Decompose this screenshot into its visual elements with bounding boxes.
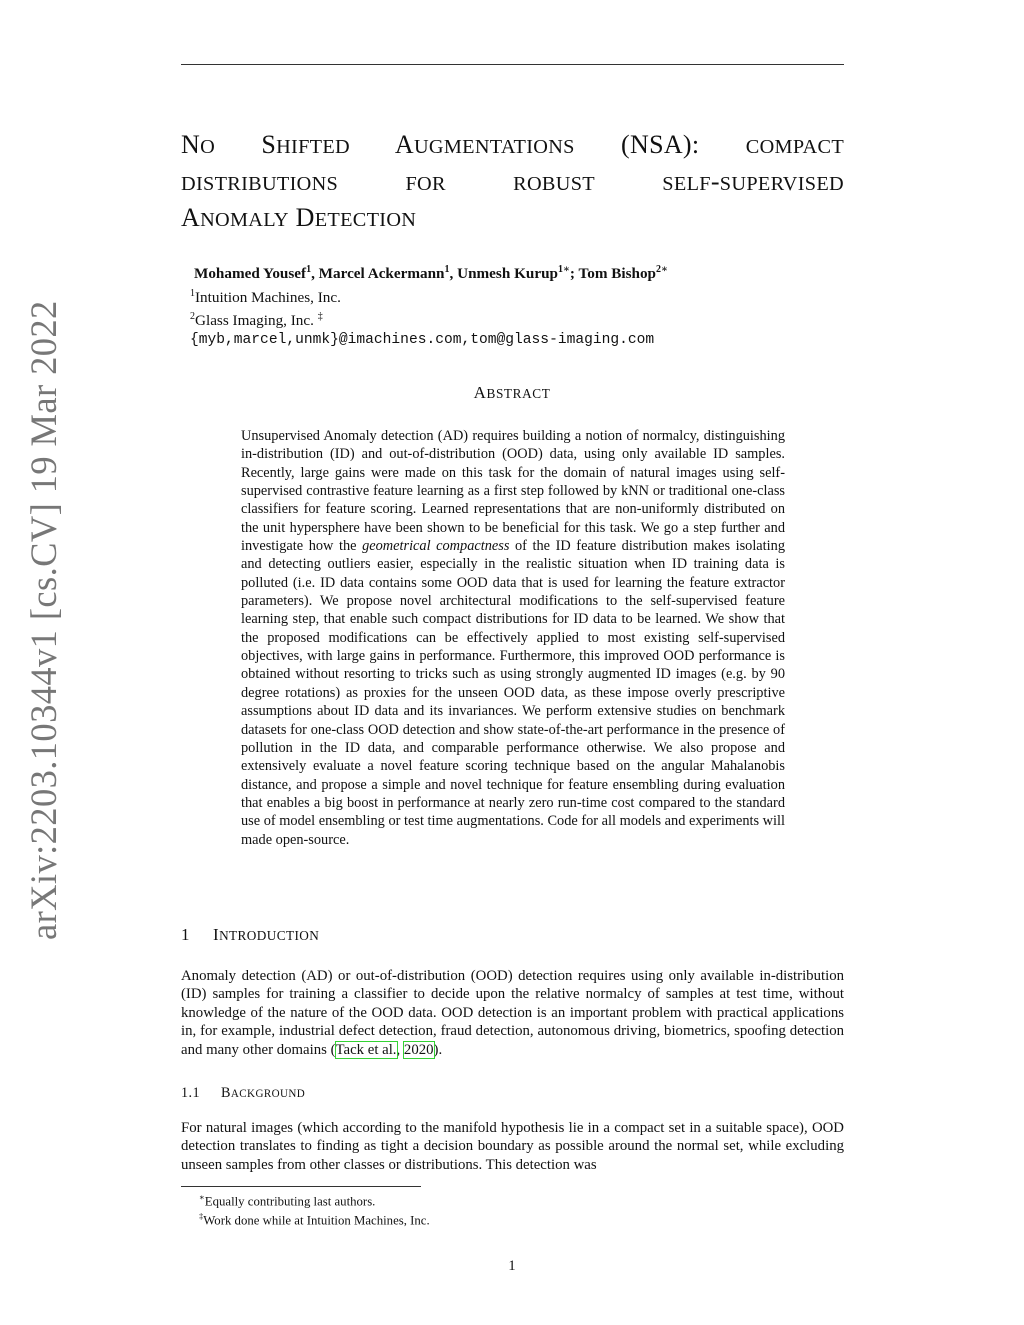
abstract-text: Unsupervised Anomaly detection (AD) requires building a notion of normalcy, distinguishing in-distribution (ID) and out-of-distribution (OOD) data, using only available ID samples. Recently, large gains were made on this task for the domain of natural images using self-supervised contrastive feature learning as a first step followed by kNN or traditional one-class classifiers for feature scoring. Learned representations that are non-uniformly distributed on the unit hypersphere have been shown to be beneficial for this task. We go a step further and investigate how the geometrical compactness of the ID feature distribution makes isolating and detecting outliers easier, especially in the realistic situation when ID training data is polluted (i.e. ID data contains some OOD data that is used for learning the feature extractor parameters). We propose novel architectural modifications to the self-supervised feature learning step, that enable such compact distributions for ID data to be learned. We show that the proposed modifications can be effectively applied to most existing self-supervised objectives, with large gains in performance. Furthermore, this improved OOD performance is obtained without resorting to tricks such as using strongly augmented ID images (e.g. by 90 degree rotations) as proxies for the unseen OOD data, as these impose overly prescriptive assumptions about ID data and its invariances. We perform extensive studies on benchmark datasets for one-class OOD detection and show state-of-the-art performance in the presence of pollution in the ID data, and comparable performance otherwise. We also propose and extensively evaluate a novel feature scoring technique based on the angular Mahalanobis distance, and propose a simple and novel technique for feature ensembling during evaluation that enables a big boost in performance at nearly zero run-time cost compared to the standard use of model ensembling or test time augmentations. Code for all models and experiments will made open-source.	[241, 428, 785, 848]
top-rule	[181, 64, 844, 65]
paper-title	[181, 128, 844, 238]
author-name: Marcel Ackermann	[318, 265, 445, 283]
author-emails: {myb,marcel,unmk}@imachines.com,tom@glass-imaging.com	[190, 331, 655, 348]
section-heading-introduction: 1 INTRODUCTION	[181, 925, 320, 944]
introduction-paragraph: Anomaly detection (AD) or out-of-distribution (OOD) detection requires using only available in-distribution (ID) samples for training a classifier to decide upon the relative normalcy of samples at test time, without knowledge of the nature of the OOD data. OOD detection is an important problem with practical applications in, for example, industrial defect detection, fraud detection, autonomous driving, biometrics, spoofing detection and many other domains (Tack et al., 2020).	[181, 968, 844, 1058]
arxiv-stamp: arXiv:2203.10344v1 [cs.CV] 19 Mar 2022	[23, 300, 64, 940]
title-line-3: ANOMALY DETECTION	[181, 203, 417, 232]
footnote-2: ‡Work done while at Intuition Machines, Inc.	[199, 1211, 430, 1228]
background-paragraph: For natural images (which according to the manifold hypothesis lie in a compact set in a suitable space), OOD detection translates to finding as tight a decision boundary as possible around the normal set, while excluding unseen samples from other classes or distributions. This detection was	[181, 1120, 844, 1173]
citation-link-authors[interactable]: Tack et al.	[335, 1041, 397, 1058]
title-line-1: NO SHIFTED AUGMENTATIONS (NSA): COMPACT	[181, 130, 844, 159]
subsection-heading-background: 1.1 BACKGROUND	[181, 1085, 306, 1101]
author-name: Tom Bishop	[578, 265, 657, 283]
footnote-1: ∗Equally contributing last authors.	[199, 1192, 376, 1209]
affiliation-2: $^2$Glass Imaging, Inc. ‡	[190, 311, 323, 330]
footnote-rule	[181, 1186, 421, 1187]
title-line-2: DISTRIBUTIONS FOR ROBUST SELF-SUPERVISED	[181, 166, 844, 196]
author-names: Mohamed Yousef$^1$, Marcel Ackermann$^1$, Unmesh Kurup$^{1∗}$; Tom Bishop$^{2∗}$	[194, 264, 668, 283]
author-name: Mohamed Yousef	[194, 265, 307, 283]
author-block	[190, 260, 668, 350]
author-name: Unmesh Kurup	[457, 265, 558, 283]
abstract-heading: ABSTRACT	[473, 383, 551, 402]
citation-link-year[interactable]: 2020	[403, 1041, 434, 1058]
affiliation-1: $^1$Intuition Machines, Inc.	[190, 287, 341, 306]
page-number: 1	[508, 1258, 516, 1274]
